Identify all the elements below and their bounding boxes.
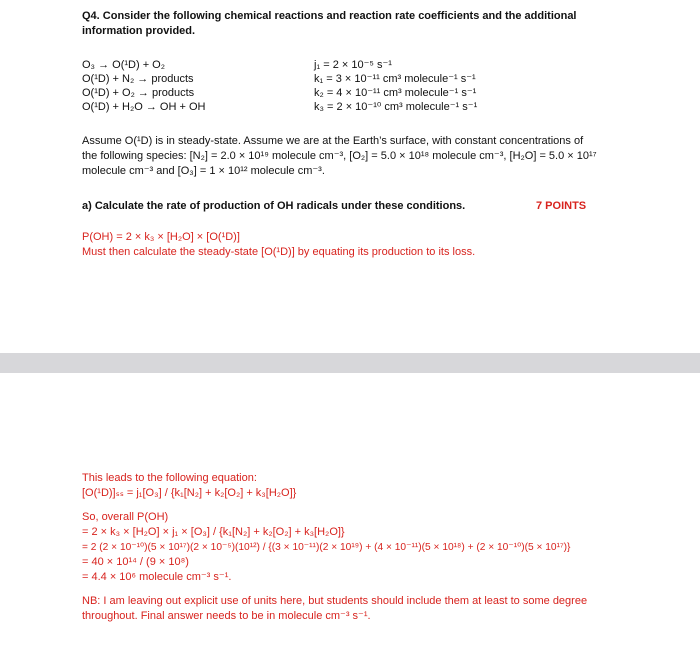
steady-state-equation: [O(¹D)]ₛₛ = j₁[O₃] / {k₁[N₂] + k₂[O₂] + k₃[H₂O]}	[82, 487, 297, 499]
reactions-list	[82, 58, 602, 114]
nb-line-2: throughout. Final answer needs to be in molecule cm⁻³ s⁻¹.	[82, 610, 371, 622]
reaction-equation: O₃ → O(¹D) + O₂	[82, 59, 165, 71]
nb-line-1: NB: I am leaving out explicit use of units here, but students should include them at least to some degree	[82, 595, 588, 607]
reaction-rate: k₃ = 2 × 10⁻¹⁰ cm³ molecule⁻¹ s⁻¹	[314, 101, 478, 113]
reaction-equation: O(¹D) + H₂O → OH + OH	[82, 101, 206, 113]
reaction-rate: k₁ = 3 × 10⁻¹¹ cm³ molecule⁻¹ s⁻¹	[314, 73, 476, 85]
reaction-row	[82, 72, 602, 86]
calc-step-4: = 4.4 × 10⁶ molecule cm⁻³ s⁻¹.	[82, 571, 232, 583]
reaction-rate: k₂ = 4 × 10⁻¹¹ cm³ molecule⁻¹ s⁻¹	[314, 87, 477, 99]
reaction-row	[82, 58, 602, 72]
calc-step-3: = 40 × 10¹⁴ / (9 × 10⁸)	[82, 556, 189, 568]
answer-top	[82, 230, 475, 260]
assumption-line-1: Assume O(¹D) is in steady-state. Assume we are at the Earth’s surface, with constant concentrations of	[82, 135, 584, 147]
calc-step-2: = 2 (2 × 10⁻¹⁰)(5 × 10¹⁷)(2 × 10⁻⁵)(10¹²) / {(3 × 10⁻¹¹)(2 × 10¹⁹) + (4 × 10⁻¹¹)(5 × 10¹⁸) + (2 × 10⁻¹⁰)(5 × 10¹⁷)}	[82, 542, 571, 553]
question-title-line-1: Q4. Consider the following chemical reactions and reaction rate coefficients and the additional	[82, 10, 577, 22]
assumption-line-2: the following species: [N₂] = 2.0 × 10¹⁹ molecule cm⁻³, [O₂] = 5.0 × 10¹⁸ molecule cm⁻³, [H₂O] = 5.0 × 10¹⁷	[82, 150, 597, 162]
reaction-row	[82, 86, 602, 100]
answer-top-line-1: P(OH) = 2 × k₃ × [H₂O] × [O(¹D)]	[82, 231, 240, 243]
reaction-equation: O(¹D) + N₂ → products	[82, 73, 194, 85]
answer-bottom	[82, 471, 587, 624]
answer-top-line-2: Must then calculate the steady-state [O(¹D)] by equating its production to its loss.	[82, 246, 476, 258]
part-a-prompt: a) Calculate the rate of production of OH radicals under these conditions.	[82, 200, 466, 212]
assumption-line-3: molecule cm⁻³ and [O₃] = 1 × 10¹² molecule cm⁻³.	[82, 165, 325, 177]
assumption-paragraph	[82, 134, 597, 179]
question-title-line-2: information provided.	[82, 25, 196, 37]
question-title	[82, 9, 577, 39]
page-break-divider	[0, 353, 700, 373]
reaction-rate: j₁ = 2 × 10⁻⁵ s⁻¹	[314, 59, 392, 71]
answer-intro: This leads to the following equation:	[82, 472, 257, 484]
calc-step-1: = 2 × k₃ × [H₂O] × j₁ × [O₃] / {k₁[N₂] + k₂[O₂] + k₃[H₂O]}	[82, 526, 345, 538]
reaction-row	[82, 100, 602, 114]
points-badge: 7 POINTS	[536, 200, 587, 212]
reaction-equation: O(¹D) + O₂ → products	[82, 87, 195, 99]
overall-poh-label: So, overall P(OH)	[82, 511, 169, 523]
